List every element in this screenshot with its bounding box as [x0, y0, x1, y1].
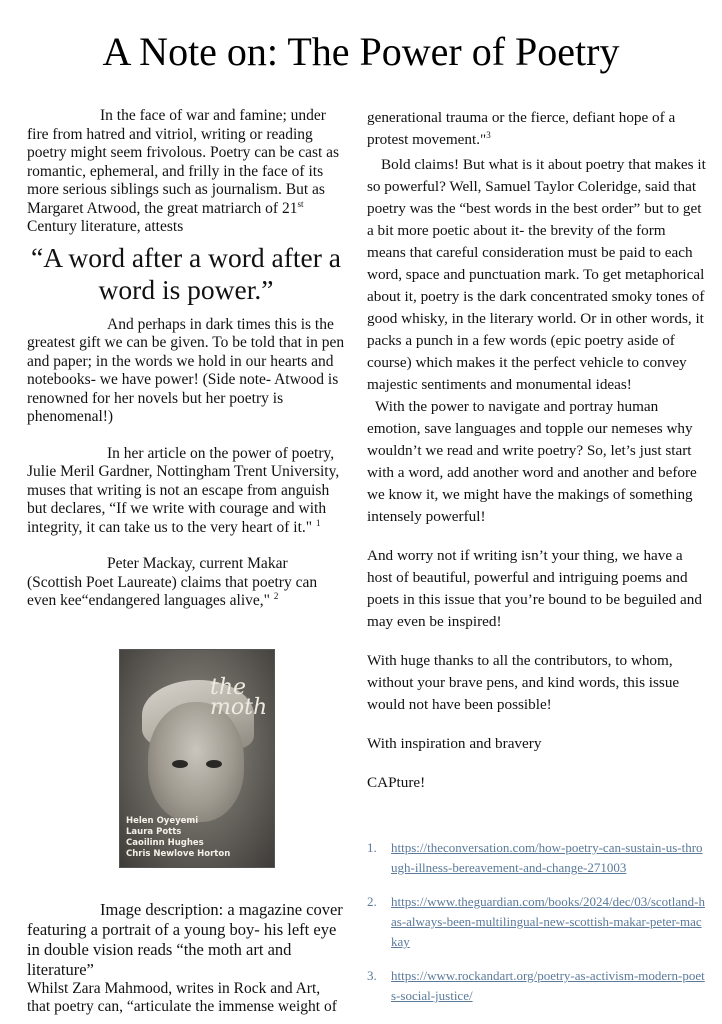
reference-link[interactable]: https://theconversation.com/how-poetry-can-sustain-us-through-illness-bereavement-and-change-271003	[391, 840, 703, 875]
mackay-paragraph: Peter Mackay, current Makar (Scottish Poet Laureate) claims that poetry can even kee“endangered languages alive," $^2$	[27, 555, 318, 609]
cover-eye-right	[206, 760, 222, 768]
right-paragraph-5: With huge thanks to all the contributors, to whom, without your brave pens, and kind words, this issue would not have been possible!	[367, 652, 680, 713]
cover-name: Helen Oyeyemi	[126, 815, 199, 826]
mahmood-paragraph: Whilst Zara Mahmood, writes in Rock and Art, that poetry can, “articulate the immense weight of	[27, 979, 337, 1015]
cover-name: Chris Newlove Horton	[126, 848, 231, 859]
reference-number: 3.	[367, 968, 377, 983]
right-paragraph-4: And worry not if writing isn’t your thing, we have a host of beautiful, powerful and intriguing poems and poets in this issue that you’re bound to be beguiled and may even be inspired!	[367, 547, 702, 630]
right-paragraph-2: Bold claims! But what is it about poetry that makes it so powerful? Well, Samuel Taylor Coleridge, said that poetry was the “best words in the best order” but to get a bit more poetic about it- the brevity of the form means that careful consideration must be paid to each word, space and punctuation mark. To get metaphorical about it, poetry is the dark concentrated smoky tones of good whisky, in the literary world. Or in other words, it packs a punch in a few words (epic poetry aside of course) which makes it the perfect vehicle to convey majestic sentiments and monumental ideas!	[367, 156, 706, 393]
cover-face-shape	[148, 702, 244, 822]
page-title: A Note on: The Power of Poetry	[102, 29, 620, 74]
atwood-quote: “A word after a word after a word is power.”	[31, 241, 341, 305]
references-list	[367, 838, 707, 1020]
reference-number: 1.	[367, 840, 377, 855]
reference-item	[367, 966, 707, 1006]
right-paragraph-6: With inspiration and bravery	[367, 735, 542, 752]
right-column	[367, 107, 707, 794]
right-paragraph-1: generational trauma or the fierce, defiant hope of a protest movement."$^3$	[367, 109, 676, 148]
reference-link[interactable]: https://www.theguardian.com/books/2024/dec/03/scotland-has-always-been-multilingual-new-scottish-makar-peter-mackay	[391, 894, 705, 949]
gardner-paragraph: In her article on the power of poetry, Julie Meril Gardner, Nottingham Trent University, muses that writing is not an escape from anguish but declares, “If we write with courage and with integrity, it can take us to the very heart of it." $^1$	[27, 444, 340, 536]
magazine-cover-image	[119, 649, 275, 868]
left-column	[27, 107, 345, 1017]
cover-names	[126, 816, 230, 860]
reference-item	[367, 838, 707, 878]
reference-link[interactable]: https://www.rockandart.org/poetry-as-activism-modern-poets-social-justice/	[391, 968, 705, 1003]
image-caption	[27, 900, 345, 1017]
power-paragraph: And perhaps in dark times this is the greatest gift we can be given. To be told that in pen and paper; in the words we hold in our hearts and notebooks- we have power! (Side note- Atwood is renowned for her novels but her poetry is phenomenal!)	[27, 315, 345, 425]
cover-name: Laura Potts	[126, 826, 182, 837]
caption-text: Image description: a magazine cover featuring a portrait of a young boy- his left eye in double vision reads “the moth art and literature”	[27, 899, 343, 979]
intro-paragraph: In the face of war and famine; under fire from hatred and vitriol, writing or reading poetry might seem frivolous. Poetry can be cast as romantic, ephemeral, and frilly in the face of its more serious siblings such as journalism. But as Margaret Atwood, the great matriarch of 21st Century literature, attests	[27, 107, 340, 235]
cover-name: Caoilinn Hughes	[126, 837, 204, 848]
right-paragraph-3: With the power to navigate and portray human emotion, save languages and topple our nemeses why wouldn’t we read and write poetry? So, let’s just start with a word, add another word and another and before we know it, we might have the makings of something intensely powerful!	[367, 398, 697, 525]
reference-item	[367, 892, 707, 952]
cover-eye-left	[172, 760, 188, 768]
reference-number: 2.	[367, 894, 377, 909]
right-paragraph-7: CAPture!	[367, 774, 426, 791]
cover-title: the moth	[210, 674, 268, 720]
